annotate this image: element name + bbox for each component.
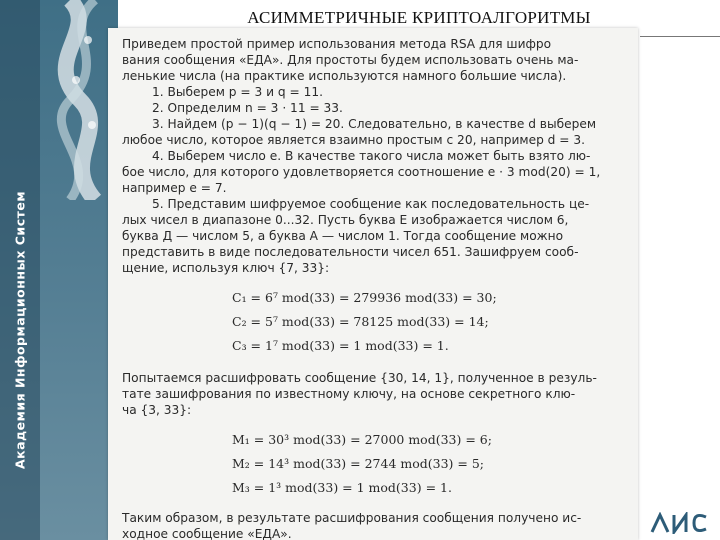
document-page xyxy=(108,28,638,540)
text-line: Таким образом, в результате расшифрования сообщения получено ис- xyxy=(122,511,582,525)
text-line: бое число, для которого удовлетворяется соотношение e · 3 mod(20) = 1, xyxy=(122,165,601,179)
text-line: лых чисел в диапазоне 0...32. Пусть буква Е изображается числом 6, xyxy=(122,213,569,227)
page-title: АСИММЕТРИЧНЫЕ КРИПТОАЛГОРИТМЫ xyxy=(247,8,591,27)
text-line: буква Д — числом 5, а буква А — числом 1. Тогда сообщение можно xyxy=(122,229,564,243)
sidebar xyxy=(0,0,118,540)
text-line: Приведем простой пример использования метода RSA для шифро xyxy=(122,37,552,51)
text-line: любое число, которое является взаимно простым с 20, например d = 3. xyxy=(122,133,586,147)
equation-line: M₂ = 14³ mod(33) = 2744 mod(33) = 5; xyxy=(232,456,484,471)
text-line: ходное сообщение «ЕДА». xyxy=(122,527,292,540)
equation-line: C₂ = 5⁷ mod(33) = 78125 mod(33) = 14; xyxy=(232,314,489,329)
ais-logo xyxy=(650,512,710,534)
equation-line: M₃ = 1³ mod(33) = 1 mod(33) = 1. xyxy=(232,480,452,495)
sidebar-label-band xyxy=(0,0,40,540)
title-rule xyxy=(640,36,720,37)
text-line: 3. Найдем (p − 1)(q − 1) = 20. Следовательно, в качестве d выберем xyxy=(152,117,597,131)
text-line: тате зашифрования по известному ключу, на основе секретного клю- xyxy=(122,387,576,401)
text-line: представить в виде последовательности чисел 651. Зашифруем сооб- xyxy=(122,245,579,259)
text-line: 2. Определим n = 3 · 11 = 33. xyxy=(152,101,343,115)
equation-line: M₁ = 30³ mod(33) = 27000 mod(33) = 6; xyxy=(232,432,492,447)
text-line: щение, используя ключ {7, 33}: xyxy=(122,261,330,275)
text-line: вания сообщения «ЕДА». Для простоты будем использовать очень ма- xyxy=(122,53,579,67)
equation-line: C₃ = 1⁷ mod(33) = 1 mod(33) = 1. xyxy=(232,338,449,353)
sidebar-vertical-label: Академия Информационных Систем xyxy=(12,190,28,470)
text-line: 5. Представим шифруемое сообщение как последовательность це- xyxy=(152,197,590,211)
text-line: Попытаемся расшифровать сообщение {30, 14, 1}, полученное в резуль- xyxy=(122,371,597,385)
text-line: ча {3, 33}: xyxy=(122,403,192,417)
equation-line: C₁ = 6⁷ mod(33) = 279936 mod(33) = 30; xyxy=(232,290,497,305)
text-line: 1. Выберем p = 3 и q = 11. xyxy=(152,85,323,99)
text-line: 4. Выберем число e. В качестве такого числа может быть взято лю- xyxy=(152,149,591,163)
text-line: ленькие числа (на практике используются намного большие числа). xyxy=(122,69,567,83)
text-line: например e = 7. xyxy=(122,181,227,195)
